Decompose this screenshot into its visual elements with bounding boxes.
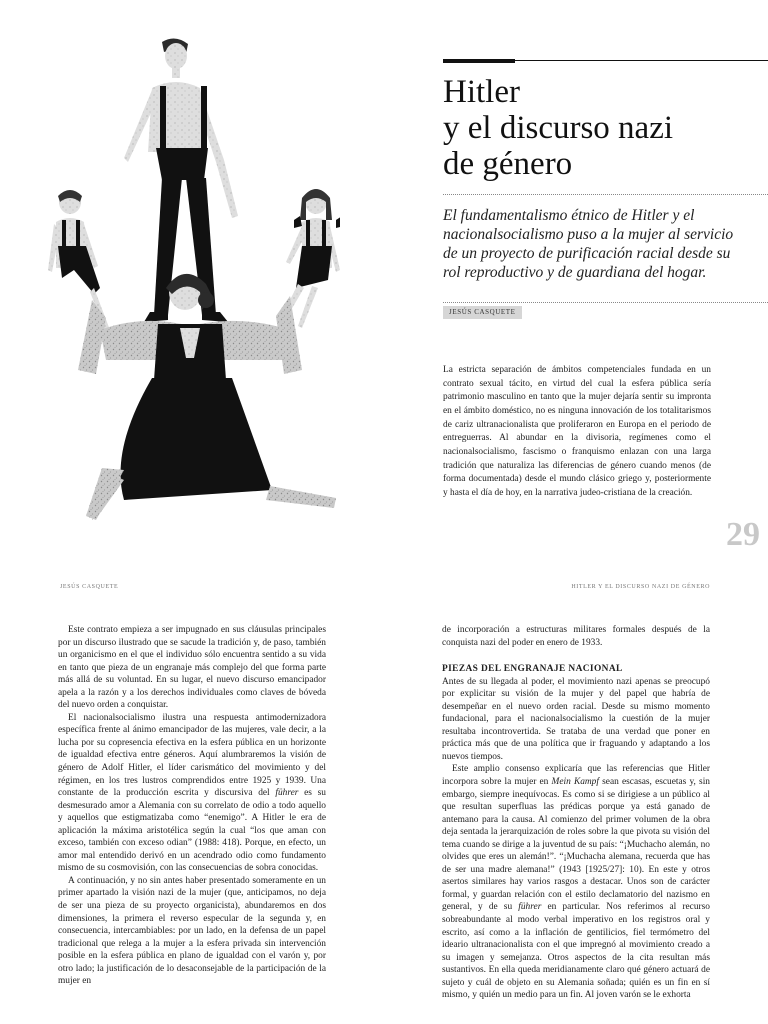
body-paragraph: Este amplio consenso explicaría que las referencias que Hitler incorpora sobre la mujer en Mein Kampf sean escasas, escuetas y, sin embargo, siempre inequívocas. Es como si se dirigiese a un público al que resultan superfluas las prédicas porque ya está ganado de antemano para la causa. Al comienzo del primer volumen de la obra deja sentada la jerarquización de roles sobre la que pivota su visión del tema cuando se dirige a la juventud de su país: “¡Muchacho alemán, no olvides que eres un alemán!”. “¡Muchacha alemana, recuerda que has de ser una madre alemana!” (1943 [1925/27]: 10). En este y otros asertos similares hay varios rasgos a destacar. Unos son de carácter formal, y guardan relación con el estilo declamatorio del nazismo en general, y de su führer en particular. Nos referimos al recurso sobreabundante al modo verbal imperativo en los registros oral y escrito, así como a la inflación de gentilicios, fiel termómetro del ideario ultranacionalista con el que impregnó al movimiento creado a su imagen y semejanza. Otros aspectos de la cita resultan más sustantivos. En ella queda meridianamente claro qué género actuará de sujeto y cuál de objeto en su Alemania soñada; quién es un fin en sí mismo, y quién un medio para un fin. Al joven varón se le exhorta	[442, 764, 710, 1001]
running-head-left: JESÚS CASQUETE	[60, 584, 119, 590]
article-subtitle: El fundamentalismo étnico de Hitler y el nacionalsocialismo puso a la mujer al servicio de un proyecto de purificación racial desde su rol reproductivo y de guardiana del hogar.	[443, 207, 734, 281]
running-head-right: HITLER Y EL DISCURSO NAZI DE GÉNERO	[571, 584, 710, 590]
title-top-rule	[515, 60, 768, 61]
title-line-2: y el discurso nazi	[443, 110, 674, 146]
body-column-right	[442, 624, 710, 1024]
boy-figure	[48, 190, 110, 332]
body-paragraph: Antes de su llegada al poder, el movimiento nazi apenas se preocupó por explicitar su visión de la mujer y del papel que habría de desempeñar en el nuevo orden racial. Desde su mismo momento fundacional, para el nacionalsocialismo la cuestión de la mujer resultaba incontrovertida. Se trataba de una verdad que poner en práctica más que de una política que ir fraguando y adaptando a los nuevos tiempos.	[442, 676, 710, 762]
title-line-3: de género	[443, 146, 573, 182]
author-badge: JESÚS CASQUETE	[443, 306, 522, 319]
section-heading: PIEZAS DEL ENGRANAJE NACIONAL	[442, 664, 623, 675]
acrobat-family-illustration	[40, 30, 340, 530]
intro-paragraph: La estricta separación de ámbitos competenciales fundada en un contrato sexual tácito, en virtud del cual la esfera pública sería patrimonio masculino en tanto que la mujer dejaría sentir su impronta en el ámbito doméstico, no es ninguna innovación de los totalitarismos de cariz ultranacionalista que proliferaron en Europa en el periodo de entreguerras. Al abundar en la divisoria, regímenes como el nacionalsocialismo, fascismo o franquismo enlazan con una larga tradición que naturaliza las diferencias de género cuando menos (de forma documentada) desde el mundo clásico griego y, posteriormente y hasta el día de hoy, en la narrativa judeo-cristiana de la creación.	[443, 365, 711, 498]
body-paragraph: Este contrato empieza a ser impugnado en sus cláusulas principales por un discurso ilustrado que se sacude la tradición y, de paso, también un organicismo en el que el individuo sólo encuentra sentido a su vida en tanto que pieza de un engranaje más complejo del que forma parte más allá de su voluntad. En su lugar, el nuevo discurso emancipador apela a la razón y a los derechos individuales como claves de bóveda del nuevo orden a conquistar.	[58, 625, 326, 711]
body-paragraph: A continuación, y no sin antes haber presentado someramente en un primer apartado la visión nazi de la mujer (que, anticipamos, no deja de ser una pieza de su proyecto organicista), abundaremos en dos dimensiones, la primera el reverso especular de la segunda y, en consecuencia, intercambiables: por un lado, en la defensa de un papel tradicional que relega a la mujer a la esfera privada sin intervención posible en la esfera pública en plano de igualdad con el varón y, por otro lado; la justificación de lo desaconsejable de la participación de la mujer en	[58, 875, 326, 987]
body-paragraph: de incorporación a estructuras militares formales después de la conquista nazi del poder en enero de 1933.	[442, 625, 710, 648]
article-title	[443, 74, 763, 182]
title-line-1: Hitler	[443, 74, 520, 110]
body-paragraph: El nacionalsocialismo ilustra una respuesta antimodernizadora específica frente al ánimo emancipador de las mujeres, vale decir, a la lucha por su copresencia efectiva en la esfera pública en un horizonte de igualdad efectiva entre géneros. Aquí alumbraremos la visión de género de Adolf Hitler, el líder carismático del movimiento y del régimen, en los tres lustros comprendidos entre 1925 y 1939. Una constante de la producción escrita y discursiva del führer es su desmesurado amor a Alemania con su correlato de odio a todo aquello y aquellos que estigmatizaba como “enemigo”. A Hitler le era de aplicación la máxima aristotélica según la cual “los que aman con exceso, también con exceso odian” (1988: 418). Porque, en efecto, un amor mal entendido derivó en un acendrado odio como fundamento mismo de su cosmovisión, con las consecuencias de sobra conocidas.	[58, 712, 326, 874]
title-accent-rule	[443, 59, 515, 63]
body-column-left	[58, 624, 326, 1024]
subtitle-dotted-rule	[443, 302, 768, 303]
page-number: 29	[726, 516, 760, 553]
title-dotted-rule	[443, 194, 768, 195]
